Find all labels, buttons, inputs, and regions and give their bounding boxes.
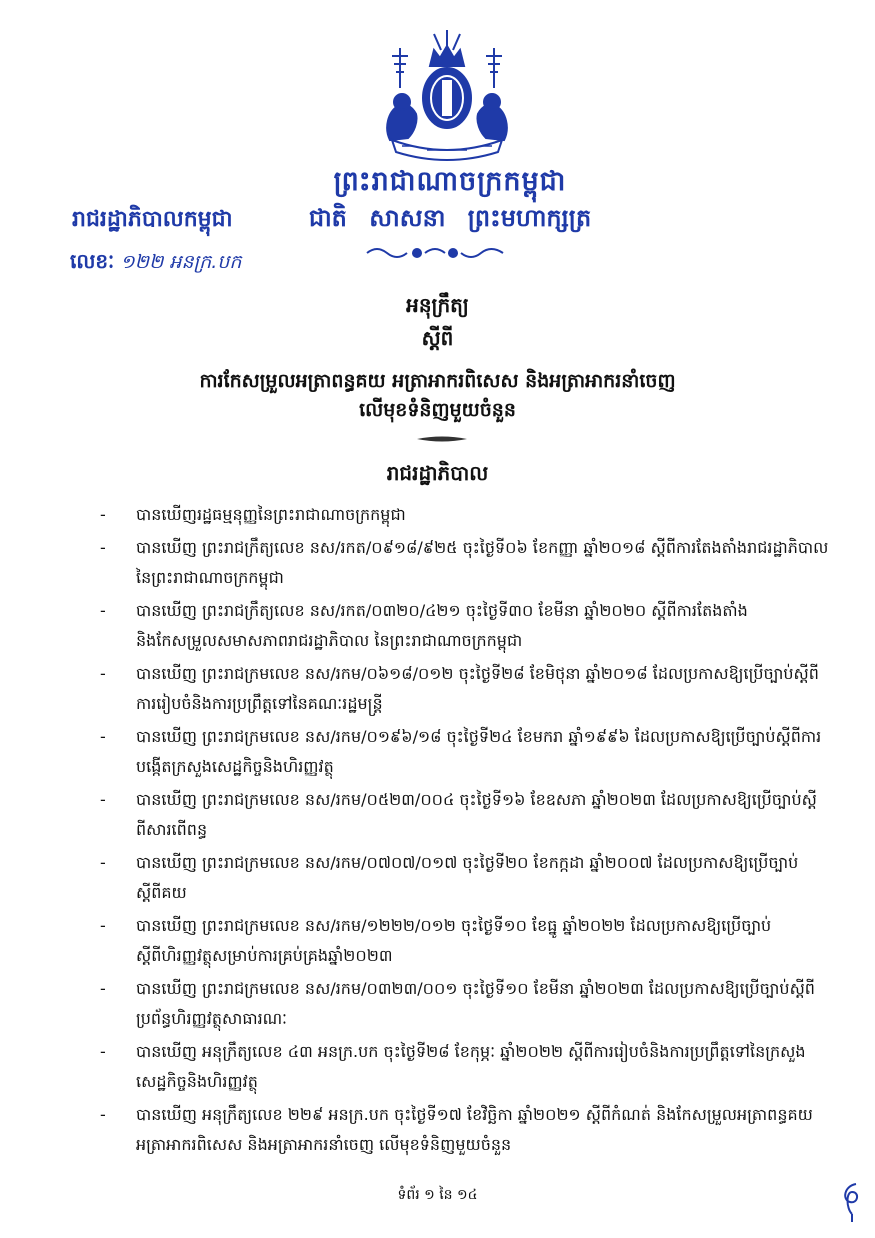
reference-line (70, 248, 241, 278)
national-motto: ជាតិ សាសនា ព្រះមហាក្សត្រ (308, 204, 592, 232)
preamble-clauses-list (100, 500, 830, 1163)
divider-ornament-icon (417, 434, 467, 444)
list-item (100, 500, 830, 530)
clause-dash: - (100, 1105, 106, 1124)
header-ornament-icon (365, 243, 505, 263)
document-subject (0, 367, 875, 425)
clause-dash: - (100, 790, 106, 809)
clause-dash: - (100, 664, 106, 683)
reference-number: ១២២ អនក្រ.បក (120, 251, 242, 273)
clause-text: បានឃើញ ព្រះរាជក្រមលេខ នស/រកម/១២២២/០១២ ចុះថ្ងៃទី១០ ខែធ្នូ ឆ្នាំ២០២២ ដែលប្រកាសឱ្យប្រើច្បាប់ស្តីពីហិរញ្ញវត្ថុសម្រាប់ការគ្រប់គ្រងឆ្នាំ២០២៣ (136, 916, 772, 965)
clause-text: បានឃើញ ព្រះរាជក្រមលេខ នស/រកម/០៥២៣/០០៤ ចុះថ្ងៃទី១៦ ខែឧសភា ឆ្នាំ២០២៣ ដែលប្រកាសឱ្យប្រើច្បាប់ស្តីពីសារពើពន្ធ (136, 790, 817, 839)
government-name: រាជរដ្ឋាភិបាលកម្ពុជា (72, 207, 233, 232)
list-item (100, 722, 830, 782)
clause-dash: - (100, 916, 106, 935)
subject-line-1: ការកែសម្រួលអត្រាពន្ធគយ អត្រាអាករពិសេស និងអត្រាអាករនាំចេញ (199, 370, 676, 392)
document-about: ស្តីពី (421, 326, 454, 350)
clause-dash: - (100, 601, 106, 620)
clause-dash: - (100, 979, 106, 998)
clause-text: បានឃើញ អនុក្រឹត្យលេខ ៤៣ អនក្រ.បក ចុះថ្ងៃទី២៨ ខែកុម្ភៈ ឆ្នាំ២០២២ ស្តីពីការរៀបចំនិងការប្រព្រឹត្តទៅនៃក្រសួងសេដ្ឋកិច្ចនិងហិរញ្ញវត្ថុ (136, 1042, 806, 1091)
clause-dash: - (100, 505, 106, 524)
reference-label: លេខៈ (70, 249, 115, 273)
clause-dash: - (100, 853, 106, 872)
document-type: អនុក្រឹត្យ (406, 293, 469, 317)
royal-coat-of-arms-emblem (372, 28, 522, 163)
clause-text: បានឃើញ អនុក្រឹត្យលេខ ២២៩ អនក្រ.បក ចុះថ្ងៃទី១៧ ខែវិច្ឆិកា ឆ្នាំ២០២១ ស្តីពីកំណត់ និងកែសម្រួលអត្រាពន្ធគយ អត្រាអាករពិសេស និងអត្រាអាករនាំចេញ លើមុខទំនិញមួយចំនួន (136, 1105, 813, 1154)
list-item (100, 533, 830, 593)
list-item (100, 1100, 830, 1160)
kingdom-title: ព្រះរាជាណាចក្រកម្ពុជា (333, 166, 567, 197)
clause-dash: - (100, 727, 106, 746)
list-item (100, 785, 830, 845)
list-item (100, 911, 830, 971)
clause-text: បានឃើញរដ្ឋធម្មនុញ្ញនៃព្រះរាជាណាចក្រកម្ពុជា (136, 505, 406, 524)
subject-line-2: លើមុខទំនិញមួយចំនួន (359, 399, 516, 421)
list-item (100, 848, 830, 908)
list-item (100, 659, 830, 719)
clause-text: បានឃើញ ព្រះរាជក្រមលេខ នស/រកម/០៦១៨/០១២ ចុះថ្ងៃទី២៨ ខែមិថុនា ឆ្នាំ២០១៨ ដែលប្រកាសឱ្យប្រើច្បាប់ស្តីពីការរៀបចំនិងការប្រព្រឹត្តទៅនៃគណៈរដ្ឋមន្ត្រី (136, 664, 819, 713)
clause-text: បានឃើញ ព្រះរាជក្រមលេខ នស/រកម/០៣២៣/០០១ ចុះថ្ងៃទី១០ ខែមីនា ឆ្នាំ២០២៣ ដែលប្រកាសឱ្យប្រើច្បាប់ស្តីពីប្រព័ន្ធហិរញ្ញវត្ថុសាធារណៈ (136, 979, 815, 1028)
clause-text: បានឃើញ ព្រះរាជក្រមលេខ នស/រកម/០១៩៦/១៨ ចុះថ្ងៃទី២៤ ខែមករា ឆ្នាំ១៩៩៦ ដែលប្រកាសឱ្យប្រើច្បាប់ស្តីពីការបង្កើតក្រសួងសេដ្ឋកិច្ចនិងហិរញ្ញវត្ថុ (136, 727, 822, 776)
clause-text: បានឃើញ ព្រះរាជក្រឹត្យលេខ នស/រកត/០៣២០/៤២១ ចុះថ្ងៃទី៣០ ខែមីនា ឆ្នាំ២០២០ ស្តីពីការតែងតាំង និងកែសម្រួលសមាសភាពរាជរដ្ឋាភិបាល នៃព្រះរាជាណាចក្រកម្ពុជា (136, 601, 748, 650)
clause-dash: - (100, 538, 106, 557)
list-item (100, 974, 830, 1034)
clause-dash: - (100, 1042, 106, 1061)
clause-text: បានឃើញ ព្រះរាជក្រមលេខ នស/រកម/០៧០៧/០១៧ ចុះថ្ងៃទី២០ ខែកក្កដា ឆ្នាំ២០០៧ ដែលប្រកាសឱ្យប្រើច្បាប់ស្តីពីគយ (136, 853, 799, 902)
signature-initials-icon (838, 1178, 866, 1223)
list-item (100, 1037, 830, 1097)
page-indicator: ទំព័រ ១ នៃ ១៤ (397, 1187, 478, 1203)
list-item (100, 596, 830, 656)
section-heading: រាជរដ្ឋាភិបាល (386, 461, 489, 485)
clause-text: បានឃើញ ព្រះរាជក្រឹត្យលេខ នស/រកត/០៩១៨/៩២៥ ចុះថ្ងៃទី០៦ ខែកញ្ញា ឆ្នាំ២០១៨ ស្តីពីការតែងតាំងរាជរដ្ឋាភិបាល នៃព្រះរាជាណាចក្រកម្ពុជា (136, 538, 829, 587)
